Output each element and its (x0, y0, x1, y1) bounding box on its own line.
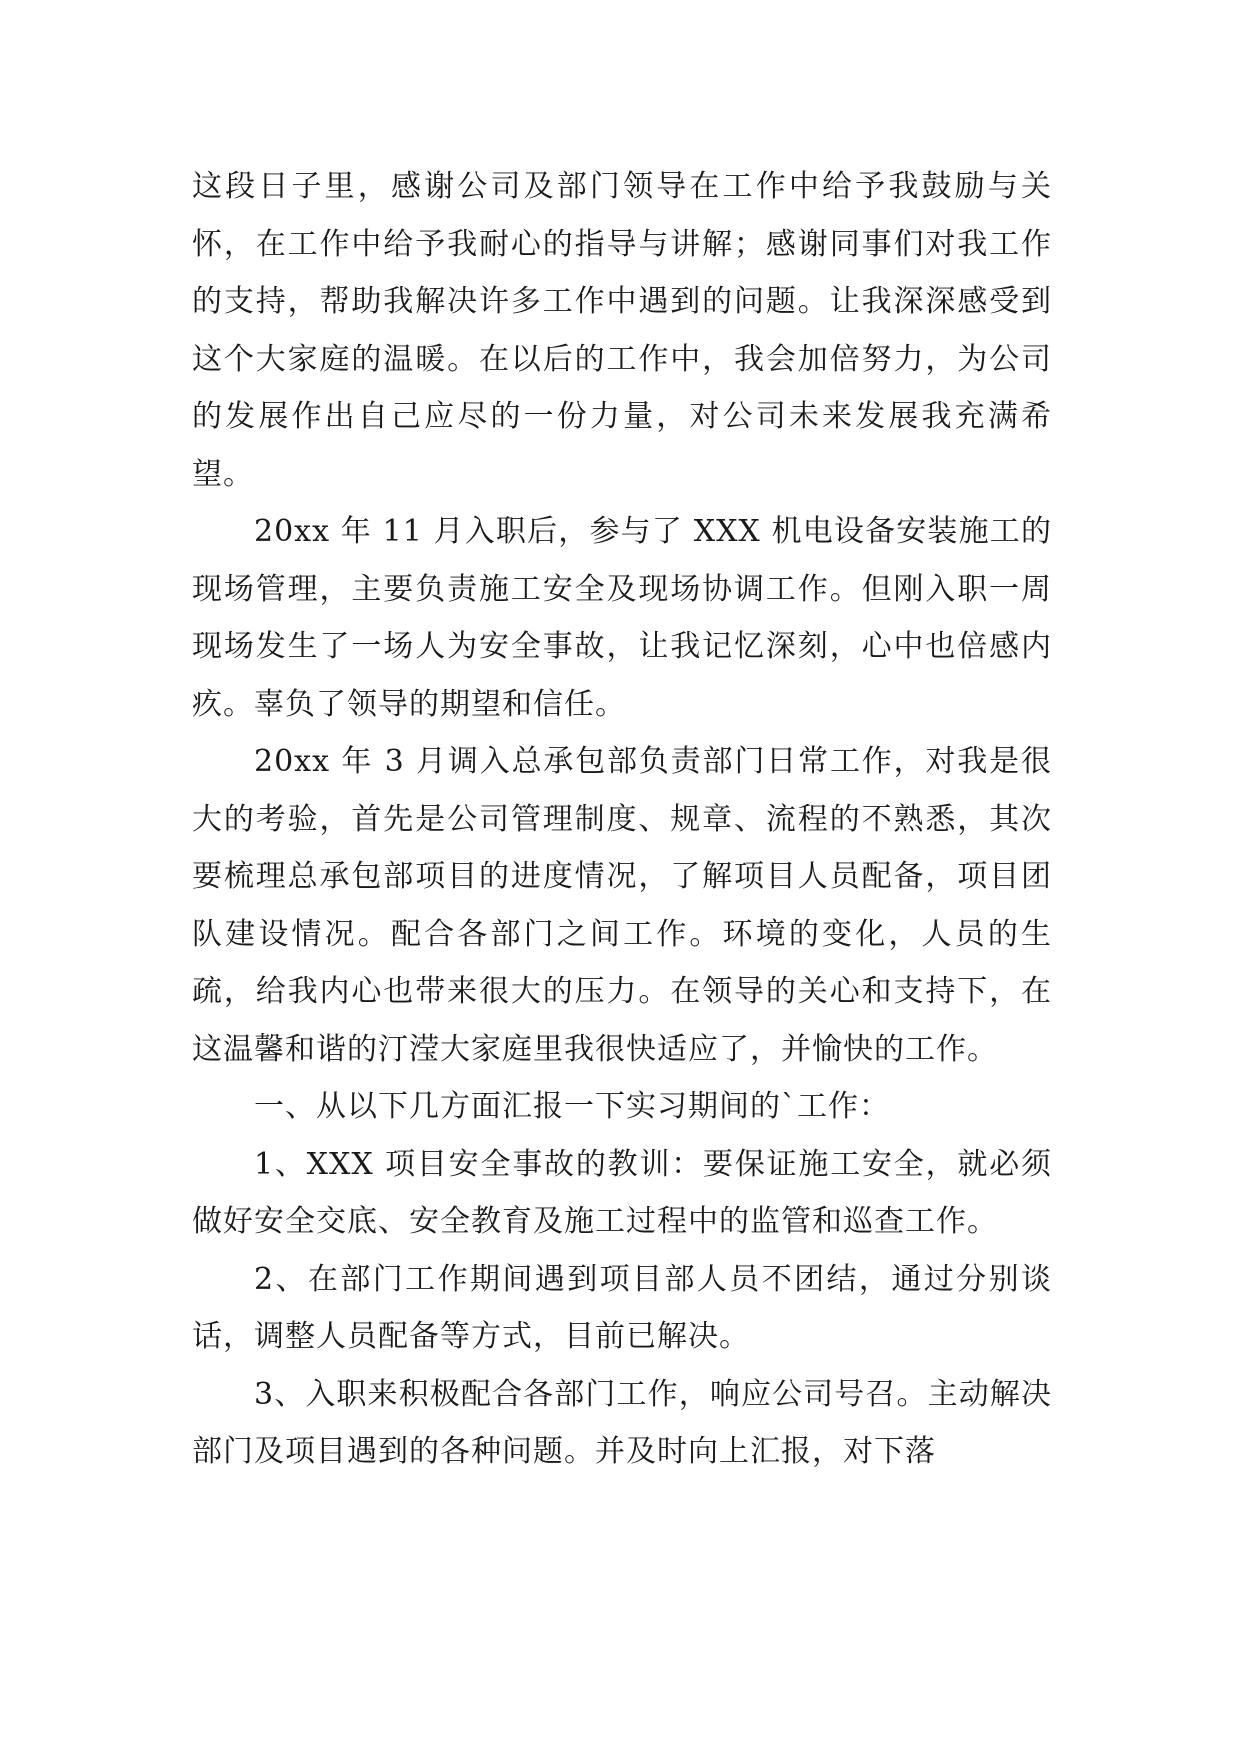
list-item-3: 3、入职来积极配合各部门工作，响应公司号召。主动解决部门及项目遇到的各种问题。并及时向上汇报，对下落 (192, 1376, 1052, 1469)
document-body (192, 158, 1052, 1481)
paragraph-2: 20xx 年 11 月入职后，参与了 XXX 机电设备安装施工的现场管理，主要负责施工安全及现场协调工作。但刚入职一周现场发生了一场人为安全事故，让我记忆深刻，心中也倍感内疚。辜负了领导的期望和信任。 (192, 514, 1052, 722)
paragraph-3: 20xx 年 3 月调入总承包部负责部门日常工作，对我是很大的考验，首先是公司管理制度、规章、流程的不熟悉，其次要梳理总承包部项目的进度情况，了解项目人员配备，项目团队建设情况。配合各部门之间工作。环境的变化，人员的生疏，给我内心也带来很大的压力。在领导的关心和支持下，在这温馨和谐的汀滢大家庭里我很快适应了，并愉快的工作。 (192, 744, 1052, 1067)
list-item-1: 1、XXX 项目安全事故的教训：要保证施工安全，就必须做好安全交底、安全教育及施工过程中的监管和巡查工作。 (192, 1146, 1052, 1239)
section-heading: 一、从以下几方面汇报一下实习期间的`工作： (254, 1089, 890, 1124)
list-item-2: 2、在部门工作期间遇到项目部人员不团结，通过分别谈话，调整人员配备等方式，目前已解决。 (192, 1261, 1052, 1354)
paragraph-1: 这段日子里，感谢公司及部门领导在工作中给予我鼓励与关怀，在工作中给予我耐心的指导与讲解；感谢同事们对我工作的支持，帮助我解决许多工作中遇到的问题。让我深深感受到这个大家庭的温暖。在以后的工作中，我会加倍努力，为公司的发展作出自己应尽的一份力量，对公司未来发展我充满希望。 (192, 169, 1052, 492)
